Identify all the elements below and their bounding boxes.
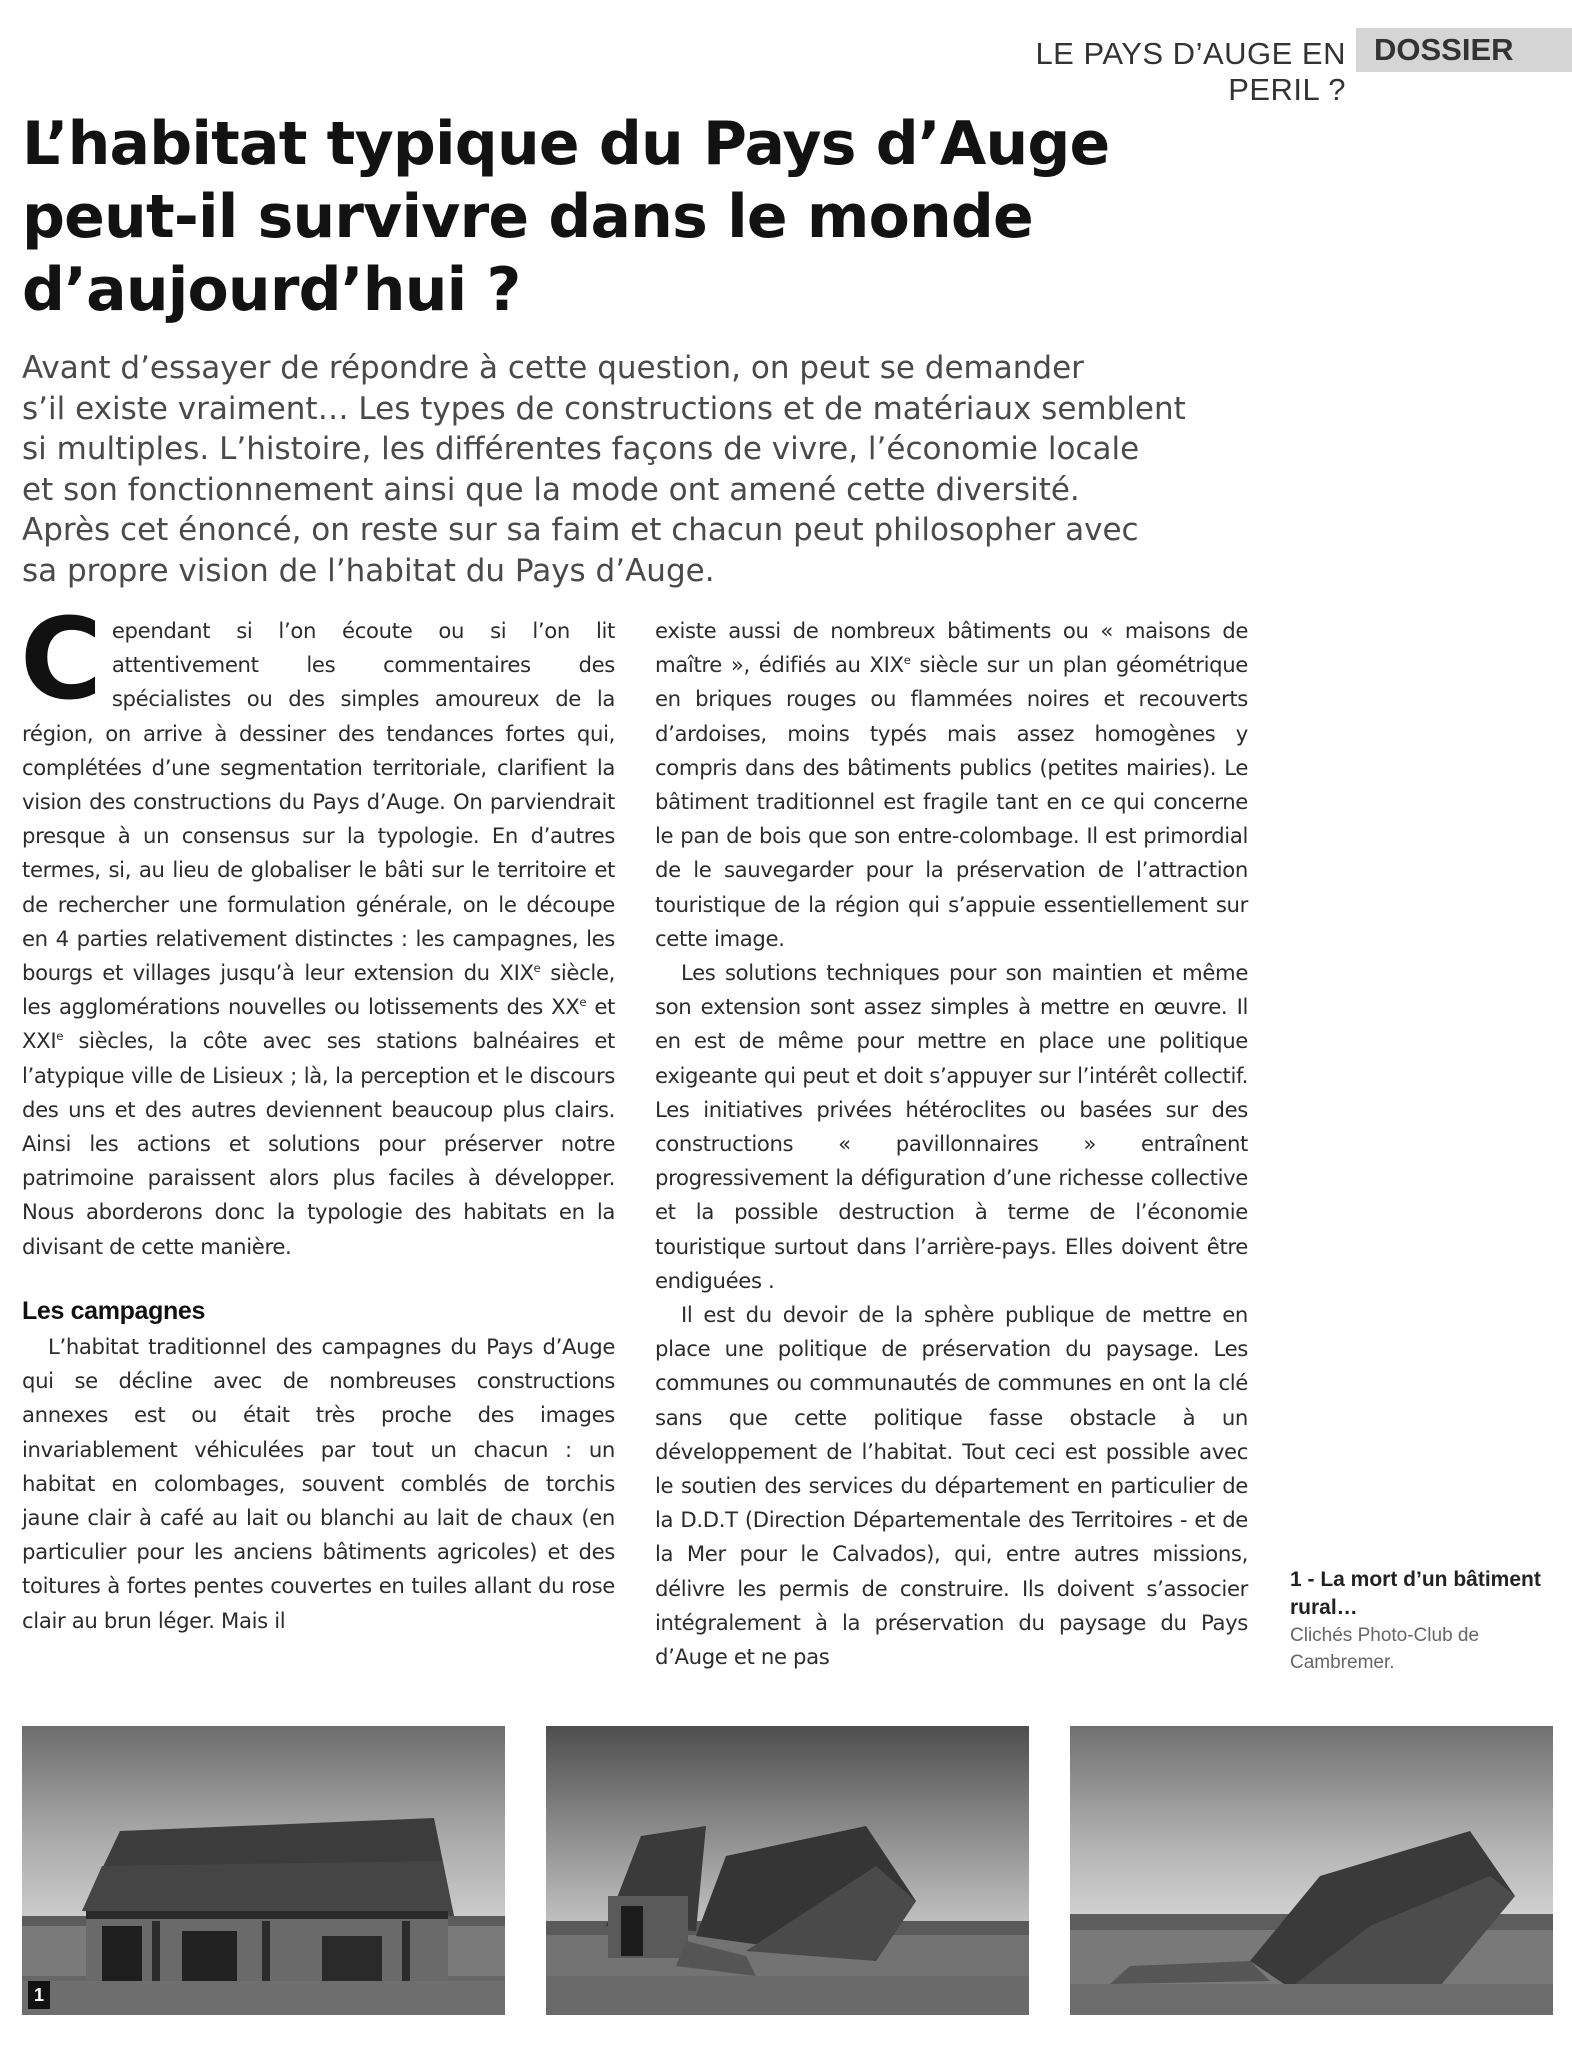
paragraph-sphere-publique: Il est du devoir de la sphère publique de mettre en place une politique de préservation du paysage. Les communes ou communautés de communes en ont la clé sans que cette politique fasse obstacle à un développement de l’habitat. Tout ceci est possible avec le soutien des services du département en particulier de la D.D.T (Direction Départementale des Territoires - et de la Mer pour le Calvados), qui, entre autres missions, délivre les permis de construire. Ils doivent s’associer intégralement à la préservation du paysage du Pays d’Auge et ne pas bbox=[655, 1302, 1248, 1670]
caption-title-line-1: 1 - La mort d’un bâtiment bbox=[1290, 1568, 1541, 1591]
dossier-badge bbox=[1356, 28, 1572, 72]
title-line-3: d’aujourd’hui ? bbox=[22, 255, 521, 325]
continued-text-a: existe aussi de nombreux bâtiments ou « maisons de maître », édifiés au XIX bbox=[655, 618, 1248, 678]
lead-line-2: s’il existe vraiment… Les types de constructions et de matériaux semblent bbox=[22, 390, 1186, 427]
photo-barn-collapsing bbox=[546, 1726, 1029, 2015]
caption-title-line-2: rural… bbox=[1290, 1596, 1358, 1619]
paragraph-continued bbox=[655, 614, 1248, 956]
continued-text-b: siècle sur un plan géométrique en briques rouges ou flammées noires et recouverts d’ardoises, moins typés mais assez homogènes y compris dans des bâtiments publics (petites mairies). Le bâtiment traditionnel est fragile tant en ce qui concerne le pan de bois que son entre-colombage. Il est primordial de le sauvegarder pour la préservation de l’attraction touristique de la région qui s’appuie essentiellement sur cette image. bbox=[655, 652, 1248, 951]
caption-credit-line-1: Clichés Photo-Club de bbox=[1290, 1625, 1480, 1646]
superscript: e bbox=[903, 653, 911, 668]
intro-text-a: ependant si l’on écoute ou si l’on lit attentivement les commentaires des spécialistes ou des simples amoureux de la région, on arrive à dessiner des tendances fortes qui, complétées d’une segmentation territoriale, clarifient la vision des constructions du Pays d’Auge. On parviendrait presque à un consensus sur la typologie. En d’autres termes, si, au lieu de globaliser le bâti sur le territoire et de rechercher une formulation générale, on le découpe en 4 parties relativement distinctes : les campagnes, les bourgs et villages jusqu’à leur extension du XIX bbox=[22, 618, 615, 986]
body-column-2 bbox=[655, 614, 1248, 1674]
barn-fallen-image bbox=[1070, 1726, 1553, 2015]
subheading-campagnes: Les campagnes bbox=[22, 1296, 206, 1325]
body-column-1 bbox=[20, 595, 616, 1638]
intro-text-d: siècles, la côte avec ses stations balnéaires et l’atypique ville de Lisieux ; là, la perception et le discours des uns et des autres deviennent beaucoup plus clairs. Ainsi les actions et solutions pour préserver notre patrimoine paraissent alors plus faciles à développer. Nous aborderons donc la typologie des habitats en la divisant de cette manière. bbox=[22, 1028, 615, 1259]
lead-line-6: sa propre vision de l’habitat du Pays d’Auge. bbox=[22, 552, 715, 589]
lead-line-1: Avant d’essayer de répondre à cette question, on peut se demander bbox=[22, 350, 1084, 386]
lead-line-3: si multiples. L’histoire, les différentes façons de vivre, l’économie locale bbox=[22, 431, 1140, 467]
paragraph-intro bbox=[20, 595, 616, 1264]
drop-cap: C bbox=[20, 595, 102, 725]
paragraph-solutions: Les solutions techniques pour son maintien et même son extension sont assez simples à mettre en œuvre. Il en est de même pour mettre en place une politique exigeante qui peut et doit s’appuyer sur l’intérêt collectif. Les initiatives privées hétéroclites ou basées sur des constructions « pavillonnaires » entraînent progressivement la défiguration d’une richesse collective et la possible destruction à terme de l’économie touristique surtout dans l’arrière-pays. Elles doivent être endiguées . bbox=[655, 960, 1248, 1293]
paragraph-campagnes: L’habitat traditionnel des campagnes du Pays d’Auge qui se décline avec de nombreuses constructions annexes est ou était très proche des images invariablement véhiculées par tout un chacun : un habitat en colombages, souvent comblés de torchis jaune clair à café au lait ou blanchi au lait de chaux (en particulier pour les anciens bâtiments agricoles) et des toitures à fortes pentes couvertes en tuiles allant du rose clair au brun léger. Mais il bbox=[22, 1334, 615, 1633]
dossier-badge-label: DOSSIER bbox=[1374, 32, 1514, 67]
article-lead bbox=[22, 348, 1192, 591]
photo-barn-standing bbox=[22, 1726, 505, 2015]
photo-barn-fallen bbox=[1070, 1726, 1553, 2015]
barn-standing-image bbox=[22, 1726, 505, 2015]
superscript: e bbox=[56, 1029, 64, 1044]
lead-line-4: et son fonctionnement ainsi que la mode ont amené cette diversité. bbox=[22, 471, 1080, 508]
photo-caption bbox=[1290, 1566, 1560, 1676]
caption-credit-line-2: Cambremer. bbox=[1290, 1652, 1395, 1673]
title-line-1: L’habitat typique du Pays d’Auge bbox=[22, 109, 1110, 179]
title-line-2: peut-il survivre dans le monde bbox=[22, 182, 1033, 252]
article-title bbox=[22, 108, 1202, 327]
intro-text-c: et XXI bbox=[22, 994, 615, 1054]
caption-credit bbox=[1290, 1622, 1560, 1676]
section-header: LE PAYS D’AUGE EN PERIL ? bbox=[1035, 36, 1346, 107]
lead-line-5: Après cet énoncé, on reste sur sa faim et chacun peut philosopher avec bbox=[22, 512, 1139, 548]
intro-text-b: siècle, les agglomérations nouvelles ou lotissements des XX bbox=[22, 960, 616, 1020]
barn-collapsing-image bbox=[546, 1726, 1029, 2015]
photo-number-badge: 1 bbox=[28, 1981, 50, 2009]
superscript: e bbox=[533, 960, 541, 975]
superscript: e bbox=[579, 995, 587, 1010]
caption-title bbox=[1290, 1566, 1560, 1622]
